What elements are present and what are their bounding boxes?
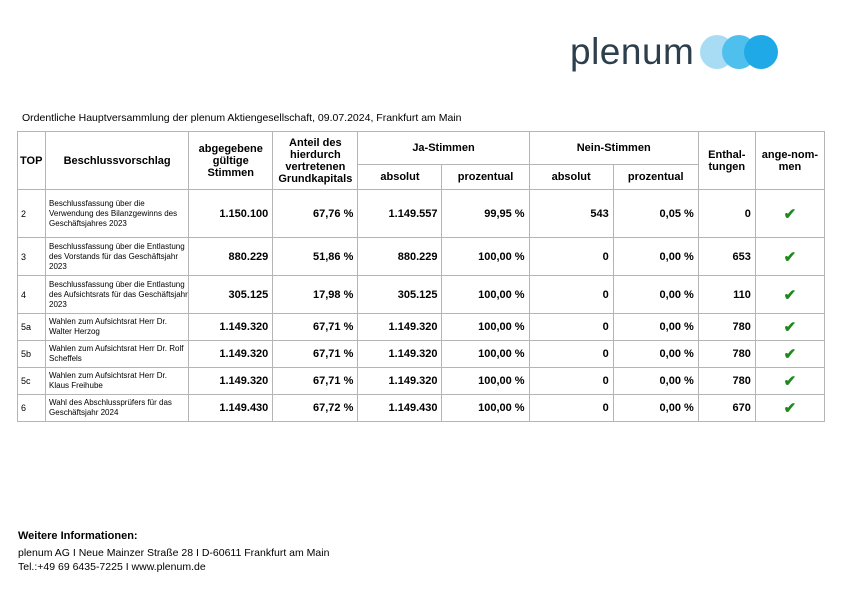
row-valid-votes: 880.229 [189,238,273,276]
row-proposal: Wahlen zum Aufsichtsrat Herr Dr. Walter Herzog [46,314,189,341]
header-no-percent: prozentual [613,165,698,190]
row-proposal: Beschlussfassung über die Entlastung des Vorstands für das Geschäftsjahr 2023 [46,238,189,276]
logo-text: plenum [570,31,695,72]
document-caption: Ordentliche Hauptversammlung der plenum Aktiengesellschaft, 09.07.2024, Frankfurt am Main [22,112,462,124]
row-abstentions: 0 [698,190,755,238]
row-yes-percent: 100,00 % [442,368,529,395]
row-yes-percent: 100,00 % [442,314,529,341]
row-no-absolute: 543 [529,190,613,238]
row-no-absolute: 0 [529,276,613,314]
header-yes-percent: prozentual [442,165,529,190]
row-yes-absolute: 1.149.557 [358,190,442,238]
checkmark-icon: ✔ [755,395,824,422]
row-yes-percent: 100,00 % [442,341,529,368]
row-yes-absolute: 1.149.320 [358,368,442,395]
row-share-capital: 67,76 % [273,190,358,238]
row-proposal: Beschlussfassung über die Entlastung des Aufsichtsrats für das Geschäftsjahr 2023 [46,276,189,314]
row-top: 3 [18,238,46,276]
table-row [18,276,825,314]
table-row [18,395,825,422]
row-valid-votes: 1.149.320 [189,314,273,341]
table-row [18,341,825,368]
voting-results-table [17,131,825,422]
row-valid-votes: 305.125 [189,276,273,314]
row-yes-absolute: 1.149.320 [358,314,442,341]
checkmark-icon: ✔ [755,238,824,276]
row-abstentions: 780 [698,341,755,368]
table-row [18,314,825,341]
table-row [18,368,825,395]
row-share-capital: 67,71 % [273,341,358,368]
row-no-percent: 0,00 % [613,276,698,314]
checkmark-icon: ✔ [755,190,824,238]
row-yes-absolute: 1.149.430 [358,395,442,422]
checkmark-icon: ✔ [755,276,824,314]
info-contact: Tel.:+49 69 6435-7225 I www.plenum.de [18,561,206,573]
table-row [18,190,825,238]
checkmark-icon: ✔ [755,341,824,368]
row-yes-absolute: 305.125 [358,276,442,314]
row-yes-percent: 99,95 % [442,190,529,238]
row-yes-percent: 100,00 % [442,238,529,276]
row-no-percent: 0,05 % [613,190,698,238]
row-no-percent: 0,00 % [613,341,698,368]
row-abstentions: 780 [698,314,755,341]
header-proposal: Beschlussvorschlag [46,132,189,190]
row-abstentions: 670 [698,395,755,422]
header-no-votes: Nein-Stimmen [529,132,698,165]
header-no-absolute: absolut [529,165,613,190]
row-valid-votes: 1.150.100 [189,190,273,238]
row-no-percent: 0,00 % [613,314,698,341]
checkmark-icon: ✔ [755,368,824,395]
checkmark-icon: ✔ [755,314,824,341]
row-share-capital: 17,98 % [273,276,358,314]
header-yes-votes: Ja-Stimmen [358,132,529,165]
row-no-percent: 0,00 % [613,368,698,395]
row-proposal: Wahl des Abschlussprüfers für das Geschäftsjahr 2024 [46,395,189,422]
row-top: 5b [18,341,46,368]
row-valid-votes: 1.149.320 [189,341,273,368]
row-share-capital: 67,72 % [273,395,358,422]
row-top: 5c [18,368,46,395]
row-proposal: Wahlen zum Aufsichtsrat Herr Dr. Klaus Freihube [46,368,189,395]
row-share-capital: 67,71 % [273,368,358,395]
info-heading: Weitere Informationen: [18,530,138,542]
row-no-absolute: 0 [529,341,613,368]
row-abstentions: 653 [698,238,755,276]
row-yes-absolute: 1.149.320 [358,341,442,368]
row-yes-percent: 100,00 % [442,276,529,314]
header-share-capital: Anteil des hierdurch vertretenen Grundkapitals [273,132,358,190]
row-no-absolute: 0 [529,395,613,422]
row-no-absolute: 0 [529,314,613,341]
row-proposal: Wahlen zum Aufsichtsrat Herr Dr. Rolf Scheffels [46,341,189,368]
row-top: 4 [18,276,46,314]
header-abstentions: Enthal-tungen [698,132,755,190]
header-top: TOP [18,132,46,190]
row-top: 5a [18,314,46,341]
row-top: 6 [18,395,46,422]
table-row [18,238,825,276]
header-accepted: ange-nom-men [755,132,824,190]
row-valid-votes: 1.149.320 [189,368,273,395]
row-no-absolute: 0 [529,368,613,395]
info-address: plenum AG I Neue Mainzer Straße 28 I D-60611 Frankfurt am Main [18,547,330,559]
row-top: 2 [18,190,46,238]
logo-dots-icon [700,32,790,72]
row-yes-absolute: 880.229 [358,238,442,276]
row-valid-votes: 1.149.430 [189,395,273,422]
header-valid-votes: abgegebene gültige Stimmen [189,132,273,190]
row-abstentions: 780 [698,368,755,395]
row-no-percent: 0,00 % [613,395,698,422]
header-yes-absolute: absolut [358,165,442,190]
row-no-absolute: 0 [529,238,613,276]
row-share-capital: 67,71 % [273,314,358,341]
logo-dot-dark [744,35,778,69]
row-proposal: Beschlussfassung über die Verwendung des Bilanzgewinns des Geschäftsjahres 2023 [46,190,189,238]
row-abstentions: 110 [698,276,755,314]
row-share-capital: 51,86 % [273,238,358,276]
row-yes-percent: 100,00 % [442,395,529,422]
plenum-logo [570,32,790,72]
row-no-percent: 0,00 % [613,238,698,276]
